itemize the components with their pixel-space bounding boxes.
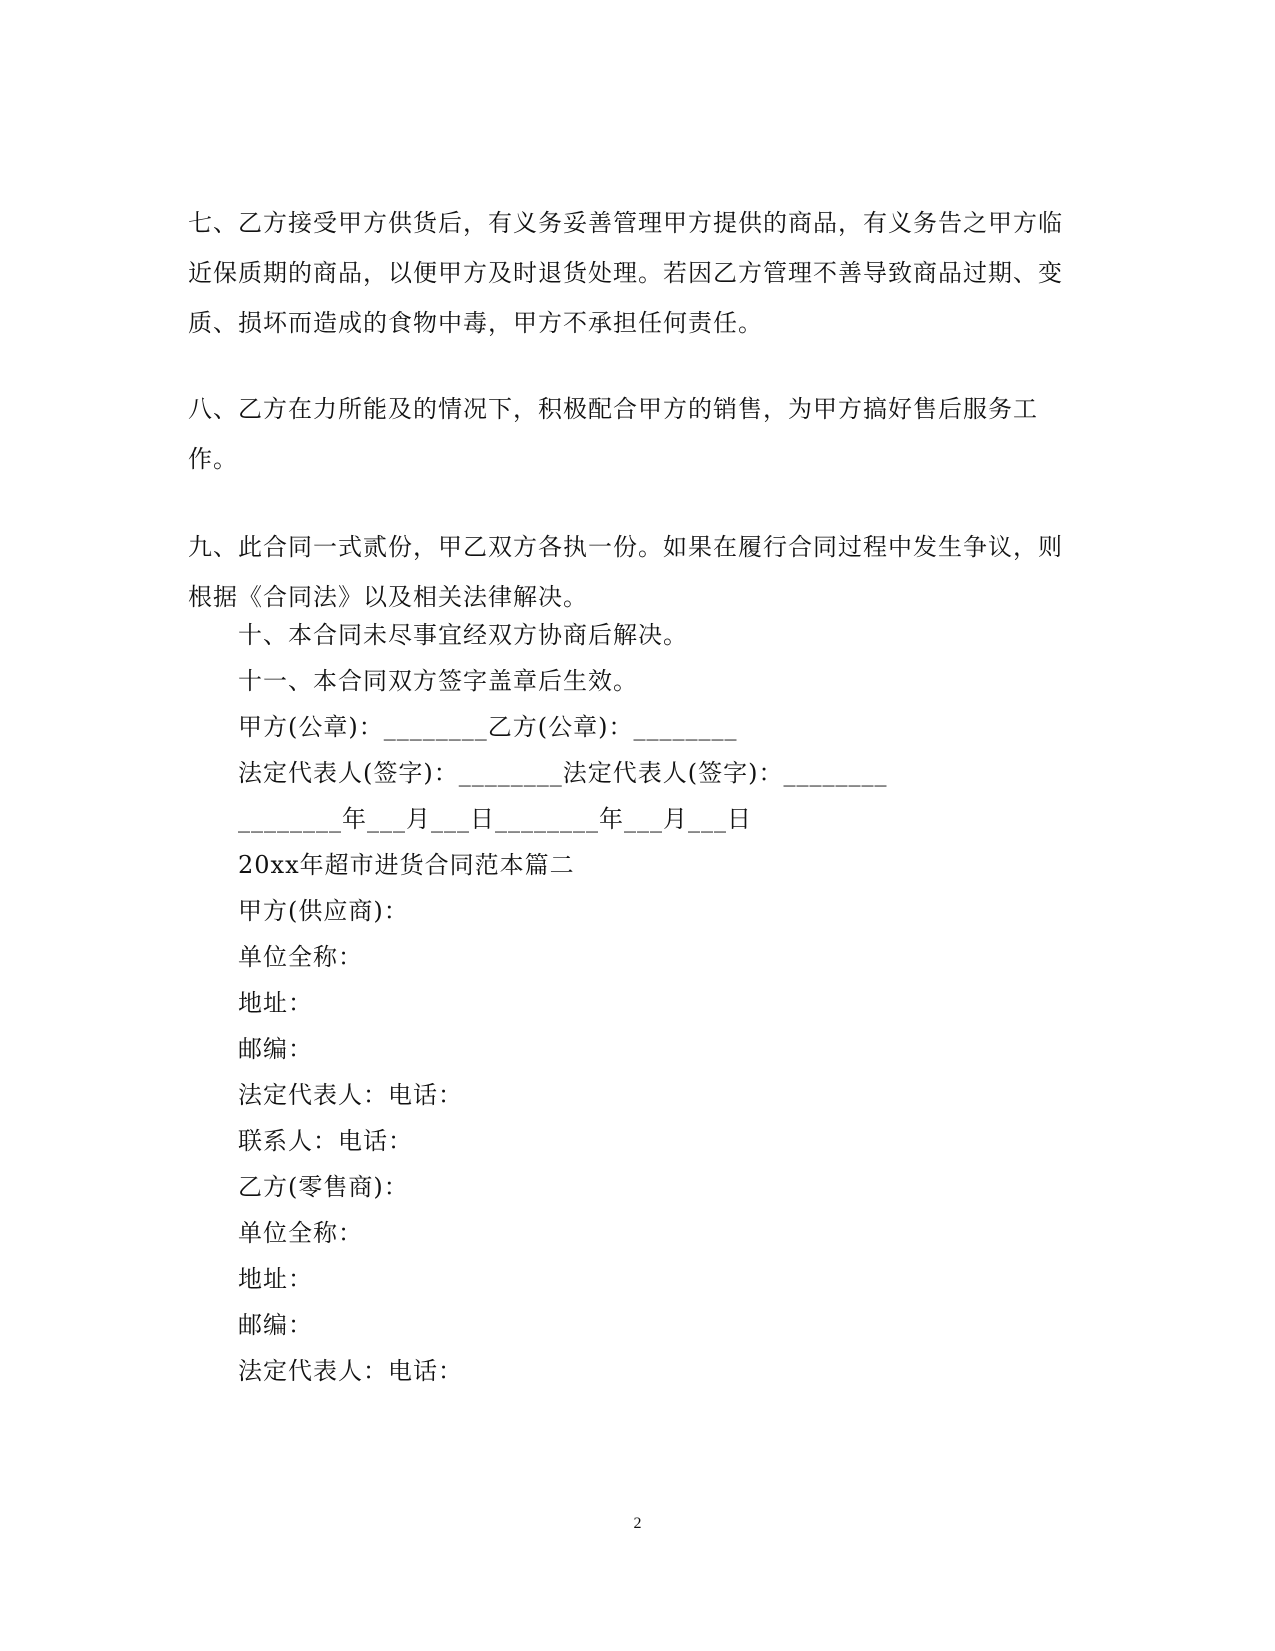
section-heading: 20xx年超市进货合同范本篇二	[238, 851, 575, 879]
party-a-legal-rep-phone: 法定代表人：电话：	[238, 1081, 463, 1109]
clause-8-paragraph: 八、乙方在力所能及的情况下，积极配合甲方的销售，为甲方搞好售后服务工作。	[188, 395, 1038, 473]
party-b-label: 乙方(零售商)：	[238, 1173, 409, 1201]
clause-9-paragraph: 九、此合同一式贰份，甲乙双方各执一份。如果在履行合同过程中发生争议，则根据《合同法》以及相关法律解决。	[188, 533, 1063, 611]
party-b-legal-rep-phone: 法定代表人：电话：	[238, 1357, 463, 1385]
party-a-postcode: 邮编：	[238, 1035, 313, 1063]
clause-11-line: 十一、本合同双方签字盖章后生效。	[238, 667, 638, 695]
clause-7-paragraph: 七、乙方接受甲方供货后，有义务妥善管理甲方提供的商品，有义务告之甲方临近保质期的商品，以便甲方及时退货处理。若因乙方管理不善导致商品过期、变质、损坏而造成的食物中毒，甲方不承担任何责任。	[188, 209, 1063, 337]
party-a-contact-phone: 联系人：电话：	[238, 1127, 413, 1155]
seal-line: 甲方(公章)：________乙方(公章)：________	[238, 713, 738, 741]
party-b-company-name: 单位全称：	[238, 1219, 363, 1247]
page-number: 2	[633, 1515, 642, 1532]
party-a-company-name: 单位全称：	[238, 943, 363, 971]
party-b-postcode: 邮编：	[238, 1311, 313, 1339]
clause-10-line: 十、本合同未尽事宜经双方协商后解决。	[238, 621, 688, 649]
date-line: ________年___月___日________年___月___日	[238, 805, 752, 833]
signature-line: 法定代表人(签字)：________法定代表人(签字)：________	[238, 759, 888, 787]
party-b-address: 地址：	[238, 1265, 313, 1293]
party-a-label: 甲方(供应商)：	[238, 897, 409, 925]
party-a-address: 地址：	[238, 989, 313, 1017]
